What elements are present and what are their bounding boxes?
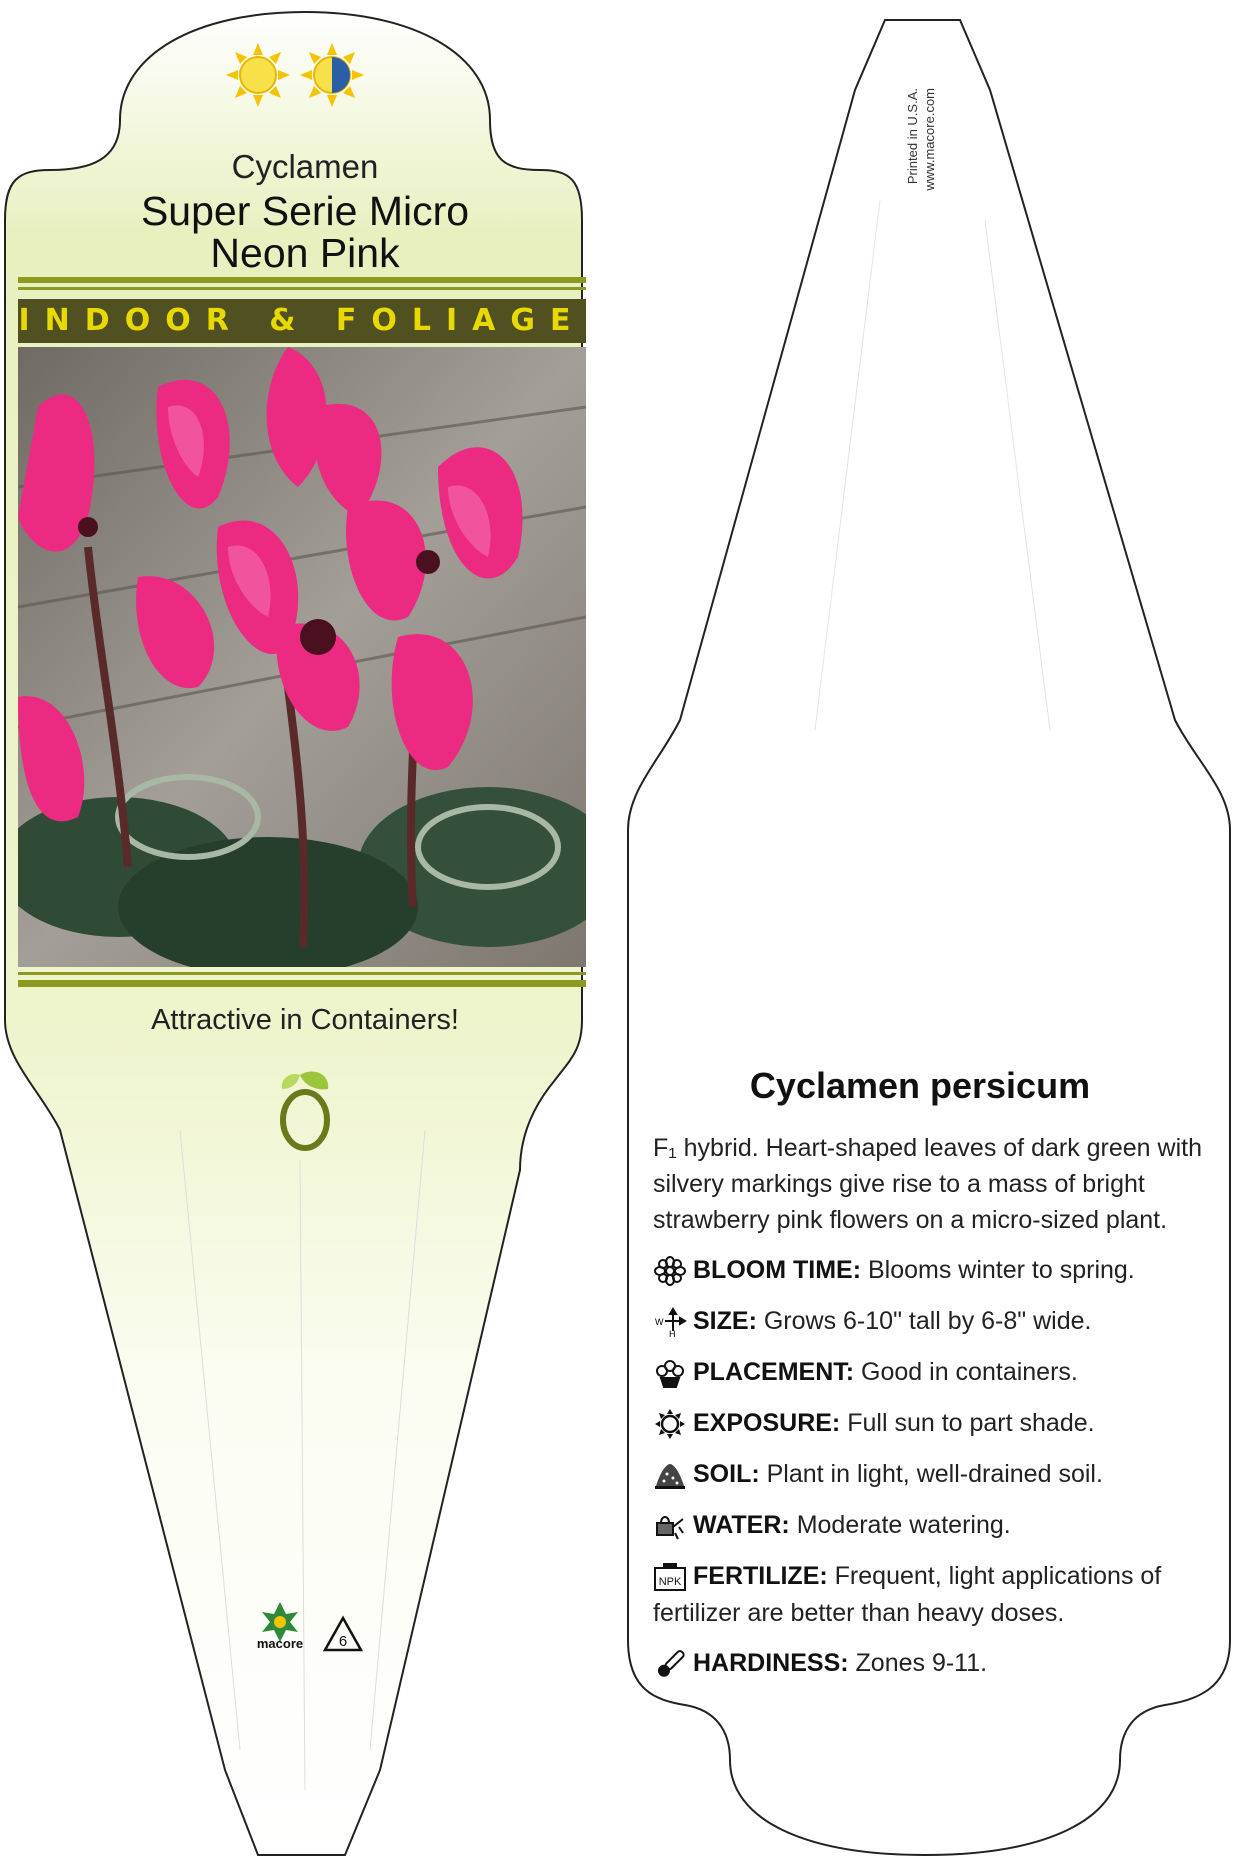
svg-text:NPK: NPK bbox=[658, 1576, 682, 1589]
size-value: Grows 6-10" tall by 6-8" wide. bbox=[756, 1307, 1092, 1335]
water-value: Moderate watering. bbox=[789, 1511, 1011, 1539]
plant-variety bbox=[20, 190, 590, 274]
size-arrows-icon bbox=[653, 1307, 687, 1337]
soil-value: Plant in light, well-drained soil. bbox=[759, 1460, 1103, 1488]
flower-icon bbox=[653, 1256, 687, 1286]
exposure-icons bbox=[220, 40, 370, 110]
plant-genus: Cyclamen bbox=[231, 148, 379, 185]
attribute-placement bbox=[653, 1354, 1213, 1391]
fertilize-value: Frequent, light applications of fertilizer are better than heavy doses. bbox=[653, 1562, 1162, 1627]
placement-label: PLACEMENT: bbox=[693, 1358, 855, 1386]
species-name: Cyclamen persicum bbox=[749, 1065, 1091, 1106]
printed-line-1: Printed in U.S.A. bbox=[905, 88, 920, 185]
soil-icon bbox=[653, 1460, 687, 1490]
exposure-value: Full sun to part shade. bbox=[840, 1409, 1095, 1437]
thermometer-icon bbox=[653, 1649, 687, 1679]
svg-text:H: H bbox=[669, 1329, 676, 1338]
recycle-number: 6 bbox=[338, 1633, 348, 1650]
size-label: SIZE: bbox=[693, 1307, 757, 1335]
variety-line-2: Neon Pink bbox=[210, 230, 400, 276]
attribute-fertilize bbox=[653, 1558, 1213, 1632]
exposure-label: EXPOSURE: bbox=[693, 1409, 841, 1437]
attribute-size bbox=[653, 1303, 1213, 1340]
placement-icon bbox=[653, 1358, 687, 1388]
attribute-water bbox=[653, 1507, 1213, 1544]
hardiness-value: Zones 9-11. bbox=[848, 1649, 988, 1677]
seedling-logo-icon bbox=[270, 1065, 340, 1155]
printed-line-2: www.macore.com bbox=[922, 88, 937, 191]
printed-url bbox=[922, 88, 952, 238]
watering-can-icon bbox=[653, 1511, 687, 1541]
svg-text:W: W bbox=[655, 1317, 664, 1328]
hardiness-label: HARDINESS: bbox=[693, 1649, 849, 1677]
water-label: WATER: bbox=[693, 1511, 790, 1539]
sun-icon bbox=[653, 1409, 687, 1439]
full-sun-icon bbox=[226, 43, 290, 107]
macore-logo bbox=[245, 1600, 315, 1652]
bloom-time-value: Blooms winter to spring. bbox=[861, 1256, 1135, 1284]
recycle-icon bbox=[322, 1615, 364, 1653]
npk-icon bbox=[653, 1562, 687, 1592]
attribute-bloom-time bbox=[653, 1252, 1213, 1289]
bloom-time-label: BLOOM TIME: bbox=[693, 1256, 862, 1284]
attribute-soil bbox=[653, 1456, 1213, 1493]
variety-line-1: Super Serie Micro bbox=[140, 188, 470, 234]
tagline: Attractive in Containers! bbox=[151, 1004, 459, 1036]
category-band: INDOOR & FOLIAGE bbox=[18, 299, 586, 343]
attribute-hardiness bbox=[653, 1645, 1213, 1682]
placement-value: Good in containers. bbox=[854, 1358, 1078, 1386]
soil-label: SOIL: bbox=[693, 1460, 760, 1488]
part-shade-icon bbox=[300, 43, 364, 107]
plant-photo bbox=[18, 347, 586, 967]
svg-text:macore: macore bbox=[256, 1636, 304, 1651]
fertilize-label: FERTILIZE: bbox=[693, 1562, 828, 1590]
plant-description: F₁ hybrid. Heart-shaped leaves of dark green with silvery markings give rise to a mass of bright strawberry pink flowers on a micro-sized plant. bbox=[653, 1134, 1202, 1234]
attribute-exposure bbox=[653, 1405, 1213, 1442]
